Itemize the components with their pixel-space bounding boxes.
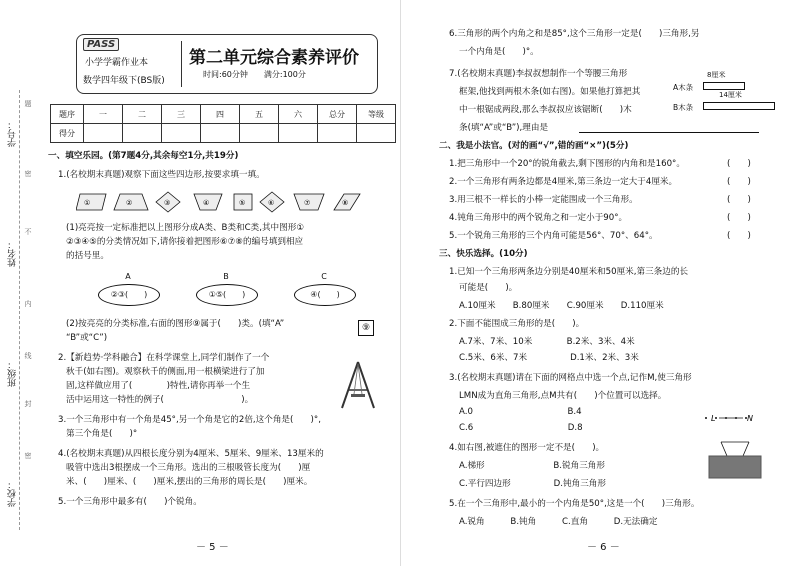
score-cell[interactable] xyxy=(201,124,240,143)
table-cell: 四 xyxy=(201,105,240,124)
table-cell: 六 xyxy=(279,105,318,124)
question-text: 4.钝角三角形中的两个锐角之和一定小于90°。 xyxy=(449,213,628,223)
option-row: A.7米、7米、10米 B.2米、3米、4米 xyxy=(459,337,635,347)
score-cell[interactable] xyxy=(162,124,201,143)
question-text: 4.如右图,被遮住的图形一定不是( )。 xyxy=(449,443,605,453)
question-text: 4.(名校期末真题)从四根长度分别为4厘米、5厘米、9厘米、13厘米的 xyxy=(58,449,324,459)
svg-text:③: ③ xyxy=(164,199,171,207)
table-cell: 三 xyxy=(162,105,201,124)
question-text: 中一根锯成两段,那么李叔叔应该锯断( )木 xyxy=(459,105,632,115)
option-row: A.梯形 B.锐角三角形 xyxy=(459,461,605,471)
school-label: 学校： xyxy=(8,480,18,507)
quadrilateral-shapes-figure xyxy=(76,190,366,214)
svg-text:⑦: ⑦ xyxy=(304,199,311,207)
student-id-label: 学号： xyxy=(8,120,18,147)
question-text: 3.一个三角形中有一个角是45°,另一个角是它的2倍,这个角是( )°, xyxy=(58,415,321,425)
question-text: 秋千(如右图)。观察秋千的侧面,用一根横梁进行了加 xyxy=(66,367,265,377)
class-a-oval[interactable]: ②③( ) xyxy=(98,284,160,306)
wood-b-bar xyxy=(703,102,775,110)
question-text: 1.已知一个三角形两条边分别是40厘米和50厘米,第三条边的长 xyxy=(449,267,689,277)
cutline-char: 密 xyxy=(24,170,32,177)
class-c-label: C xyxy=(321,272,327,281)
judge-answer-box[interactable]: ( ) xyxy=(727,159,751,169)
exam-header xyxy=(76,34,378,94)
question-text: 2.下面不能围成三角形的是( )。 xyxy=(449,319,585,329)
question-text: 5.一个锐角三角形的三个内角可能是56°、70°、64°。 xyxy=(449,231,658,241)
svg-text:②: ② xyxy=(126,199,133,207)
score-cell[interactable] xyxy=(279,124,318,143)
score-table xyxy=(50,104,396,143)
grade-label: 数学四年级下(BS版) xyxy=(83,76,165,86)
section-heading: 三、快乐选择。(10分) xyxy=(439,249,528,259)
class-b-label: B xyxy=(223,272,229,281)
section-heading: 一、填空乐园。(第7题4分,其余每空1分,共19分) xyxy=(48,151,239,161)
question-text: 活中运用这一特性的例子( )。 xyxy=(66,395,254,405)
header-divider xyxy=(181,41,182,87)
svg-text:①: ① xyxy=(84,199,91,207)
table-cell: 题序 xyxy=(51,105,84,124)
question-text: 1.(名校期末真题)观察下面这些四边形,按要求填一填。 xyxy=(58,170,265,180)
pass-logo: PASS xyxy=(83,38,119,51)
question-text: “B”或“C”) xyxy=(66,333,108,343)
score-cell[interactable] xyxy=(240,124,279,143)
class-label: 班级： xyxy=(8,360,18,387)
question-text: ②③④⑤的分类情况如下,请你接着把图形⑥⑦⑧的编号填到相应 xyxy=(66,237,304,247)
score-cell[interactable] xyxy=(123,124,162,143)
svg-text:⑥: ⑥ xyxy=(268,199,275,207)
cut-line xyxy=(19,90,20,530)
question-text: (1)亮亮按一定标准把以上图形分成A类、B类和C类,其中图形① xyxy=(66,223,305,233)
question-text: 2.一个三角形有两条边都是4厘米,第三条边一定大于4厘米。 xyxy=(449,177,678,187)
binding-margin xyxy=(0,0,38,566)
judge-answer-box[interactable]: ( ) xyxy=(727,177,751,187)
question-text: 米、( )厘米、( )厘米,摆出的三角形的周长是( )厘米。 xyxy=(66,477,313,487)
table-cell: 五 xyxy=(240,105,279,124)
blocked-shape-figure xyxy=(707,440,763,480)
shape-nine-box: ⑨ xyxy=(358,320,374,336)
question-text: (2)按亮亮的分类标准,右面的图形⑨属于( )类。(填“A” xyxy=(66,319,285,329)
point-l-label: L xyxy=(711,414,716,423)
option-row: C.6 D.8 xyxy=(459,423,583,433)
name-label: 姓名： xyxy=(8,240,18,267)
class-c-oval[interactable]: ④( ) xyxy=(294,284,356,306)
classification-ovals xyxy=(84,272,374,310)
question-text: 可能是( )。 xyxy=(459,283,518,293)
table-row xyxy=(51,124,396,143)
svg-text:⑤: ⑤ xyxy=(239,199,246,207)
swing-figure xyxy=(338,358,378,410)
option-row: A.10厘米 B.80厘米 C.90厘米 D.110厘米 xyxy=(459,301,664,311)
cutline-char: 密 xyxy=(24,452,32,459)
wood-a-label: A木条 xyxy=(673,83,694,92)
section-heading: 二、我是小法官。(对的画“√”,错的画“×”)(5分) xyxy=(439,141,629,151)
cutline-char: 封 xyxy=(24,400,32,407)
question-text: 第三个角是( )° xyxy=(66,429,138,439)
judge-answer-box[interactable]: ( ) xyxy=(727,231,751,241)
point-n-label: N xyxy=(747,414,753,423)
question-text: 框架,他找到两根木条(如右图)。如果他打算把其 xyxy=(459,87,641,97)
question-text: 条(填“A”或“B”),理由是 xyxy=(459,123,549,133)
table-row xyxy=(51,105,396,124)
option-row: A.锐角 B.钝角 C.直角 D.无法确定 xyxy=(459,517,658,527)
question-text: LMN成为直角三角形,点M共有( )个位置可以选择。 xyxy=(459,391,667,401)
option-row: A.0 B.4 xyxy=(459,407,582,417)
class-b-oval[interactable]: ①⑤( ) xyxy=(196,284,258,306)
table-cell: 总分 xyxy=(318,105,357,124)
judge-answer-box[interactable]: ( ) xyxy=(727,213,751,223)
question-text: 固,这样做应用了( )特性,请你再举一个生 xyxy=(66,381,251,391)
question-text: 3.用三根不一样长的小棒一定能围成一个三角形。 xyxy=(449,195,638,205)
cutline-char: 线 xyxy=(24,352,32,359)
score-cell[interactable] xyxy=(318,124,357,143)
table-cell: 一 xyxy=(84,105,123,124)
grid-points-figure xyxy=(701,408,761,428)
page-title: 第二单元综合素养评价 xyxy=(189,48,359,68)
reason-answer-line[interactable] xyxy=(579,132,759,133)
svg-text:⑧: ⑧ xyxy=(342,199,349,207)
table-cell: 二 xyxy=(123,105,162,124)
wood-b-length: 14厘米 xyxy=(719,91,742,99)
class-a-label: A xyxy=(125,272,131,281)
question-text: 5.一个三角形中最多有( )个锐角。 xyxy=(58,497,202,507)
wood-a-length: 8厘米 xyxy=(707,71,726,79)
table-cell: 等级 xyxy=(357,105,396,124)
option-row: C.5米、6米、7米 D.1米、2米、3米 xyxy=(459,353,639,363)
question-text: 的括号里。 xyxy=(66,251,109,261)
judge-answer-box[interactable]: ( ) xyxy=(727,195,751,205)
page-number: － 5 － xyxy=(196,542,229,553)
cutline-char: 不 xyxy=(24,228,32,235)
option-row: C.平行四边形 D.钝角三角形 xyxy=(459,479,606,489)
exam-meta: 时间:60分钟 满分:100分 xyxy=(203,70,306,79)
wood-b-label: B木条 xyxy=(673,103,694,112)
cutline-char: 内 xyxy=(24,300,32,307)
cutline-char: 题 xyxy=(24,100,32,107)
table-cell: 得分 xyxy=(51,124,84,143)
question-text: 一个内角是( )°。 xyxy=(459,47,539,57)
question-text: 5.在一个三角形中,最小的一个内角是50°,这是一个( )三角形。 xyxy=(449,499,700,509)
score-cell[interactable] xyxy=(84,124,123,143)
question-text: 1.把三角形中一个20°的锐角截去,剩下图形的内角和是160°。 xyxy=(449,159,685,169)
question-text: 吸管中选出3根摆成一个三角形。选出的三根吸管长度为( )厘 xyxy=(66,463,311,473)
question-text: 3.(名校期末真题)请在下面的网格点中选一个点,记作M,使三角形 xyxy=(449,373,692,383)
right-page xyxy=(400,0,800,566)
page-number: － 6 － xyxy=(587,542,620,553)
svg-text:④: ④ xyxy=(203,199,210,207)
question-text: 7.(名校期末真题)李叔叔想制作一个等腰三角形 xyxy=(449,69,628,79)
question-text: 6.三角形的两个内角之和是85°,这个三角形一定是( )三角形,另 xyxy=(449,29,700,39)
score-cell[interactable] xyxy=(357,124,396,143)
series-name: 小学学霸作业本 xyxy=(85,58,149,68)
wood-a-bar xyxy=(703,82,745,90)
question-text: 2.【新趋势·学科融合】在科学课堂上,同学们制作了一个 xyxy=(58,353,270,363)
